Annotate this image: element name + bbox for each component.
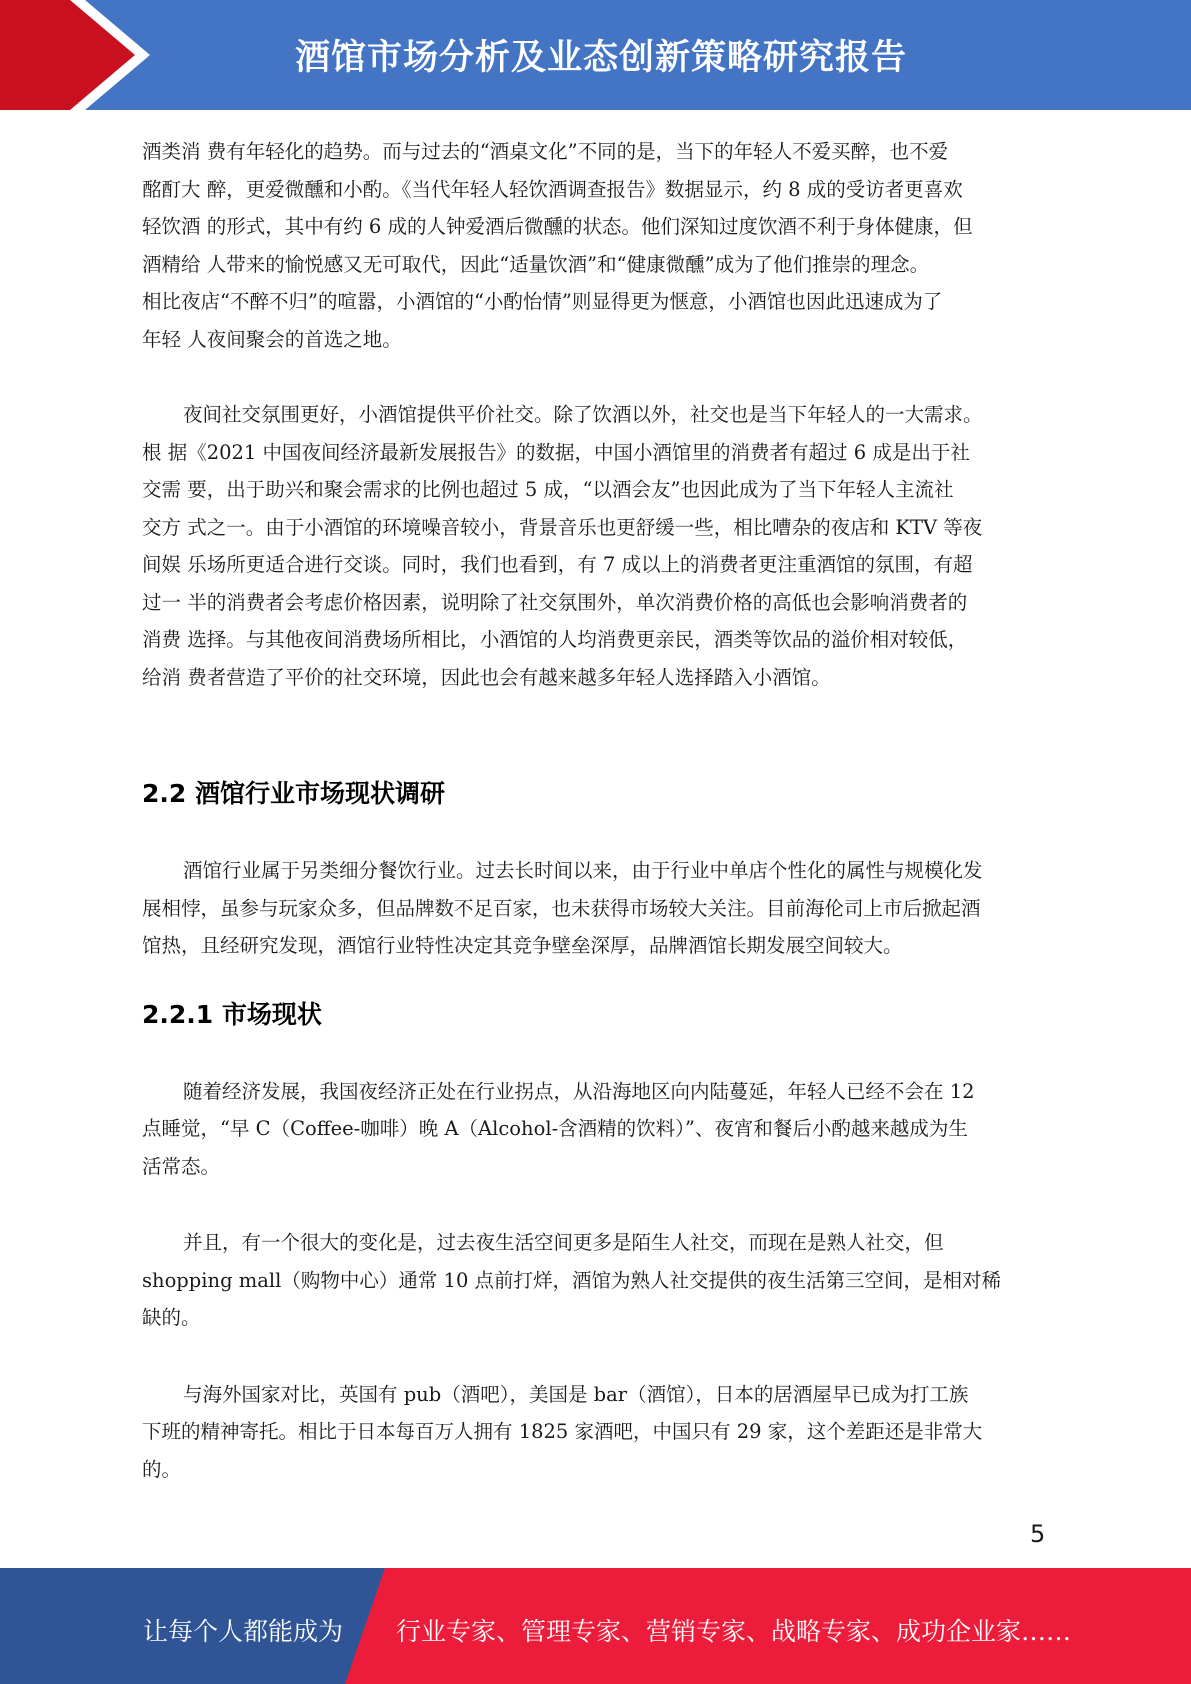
- text-line: 酒馆行业属于另类细分餐饮行业。过去长时间以来，由于行业中单店个性化的属性与规模化发: [183, 859, 983, 882]
- report-title: 酒馆市场分析及业态创新策略研究报告: [295, 38, 908, 78]
- text-line: 活常态。: [142, 1154, 221, 1178]
- section-heading-2-2: 2.2 酒馆行业市场现状调研: [142, 779, 445, 808]
- text-line: 交需 要，出于助兴和聚会需求的比例也超过 5 成，“以酒会友”也因此成为了当下年轻人主流社: [142, 478, 954, 501]
- paragraph-5: [142, 1224, 1047, 1337]
- text-line: 下班的精神寄托。相比于日本每百万人拥有 1825 家酒吧，中国只有 29 家，这个差距还是非常大: [142, 1420, 983, 1443]
- text-line: 与海外国家对比，英国有 pub（酒吧），美国是 bar（酒馆），日本的居酒屋早已成为打工族: [183, 1382, 969, 1406]
- paragraph-3: [142, 852, 1047, 965]
- paragraph-4: [142, 1073, 1047, 1186]
- text-line: 缺的。: [142, 1306, 201, 1329]
- page-content: [142, 133, 1047, 1488]
- text-line: 间娱 乐场所更适合进行交谈。同时，我们也看到，有 7 成以上的消费者更注重酒馆的氛围，有超: [142, 553, 973, 576]
- text-line: 点睡觉，“早 C（Coffee-咖啡）晚 A（Alcohol-含酒精的饮料）”、夜宵和餐后小酌越来越成为生: [142, 1117, 968, 1140]
- text-line: 根 据《2021 中国夜间经济最新发展报告》的数据，中国小酒馆里的消费者有超过 6 成是出于社: [142, 440, 970, 464]
- text-line: 随着经济发展，我国夜经济正处在行业拐点，从沿海地区向内陆蔓延，年轻人已经不会在 12: [183, 1079, 975, 1103]
- text-line: 酒类消 费有年轻化的趋势。而与过去的“酒桌文化”不同的是，当下的年轻人不爱买醉，也不爱: [142, 140, 949, 163]
- text-line: 酒精给 人带来的愉悦感又无可取代，因此“适量饮酒”和“健康微醺”成为了他们推崇的理念。: [142, 252, 930, 276]
- text-line: shopping mall（购物中心）通常 10 点前打烊，酒馆为熟人社交提供的夜生活第三空间，是相对稀: [142, 1268, 1002, 1292]
- paragraph-6: [142, 1376, 1047, 1489]
- text-line: 并且，有一个很大的变化是，过去夜生活空间更多是陌生人社交，而现在是熟人社交，但: [183, 1231, 944, 1254]
- text-line: 轻饮酒 的形式，其中有约 6 成的人钟爱酒后微醺的状态。他们深知过度饮酒不利于身体健康，但: [142, 215, 973, 238]
- text-line: 酩酊大 醉，更爱微醺和小酌。《当代年轻人轻饮酒调查报告》数据显示，约 8 成的受访者更喜欢: [142, 177, 963, 201]
- text-line: 交方 式之一。由于小酒馆的环境噪音较小，背景音乐也更舒缓一些，相比嘈杂的夜店和 KTV 等夜: [142, 515, 983, 539]
- section-heading-2-2-1: 2.2.1 市场现状: [142, 999, 322, 1029]
- paragraph-1: [142, 133, 1047, 358]
- header-arrow-graphic: [0, 0, 160, 110]
- text-line: 的。: [142, 1457, 182, 1481]
- footer-slogan-right: 行业专家、管理专家、营销专家、战略专家、成功企业家……: [396, 1617, 1072, 1646]
- text-line: 给消 费者营造了平价的社交环境，因此也会有越来越多年轻人选择踏入小酒馆。: [142, 665, 831, 689]
- text-line: 夜间社交氛围更好，小酒馆提供平价社交。除了饮酒以外，社交也是当下年轻人的一大需求。: [183, 403, 983, 426]
- text-line: 馆热，且经研究发现，酒馆行业特性决定其竞争壁垒深厚，品牌酒馆长期发展空间较大。: [142, 934, 903, 957]
- text-line: 过一 半的消费者会考虑价格因素，说明除了社交氛围外，单次消费价格的高低也会影响消费者的: [142, 590, 968, 614]
- footer-slogan-left: 让每个人都能成为: [143, 1617, 344, 1646]
- text-line: 展相悖，虽参与玩家众多，但品牌数不足百家，也未获得市场较大关注。目前海伦司上市后掀起酒: [142, 896, 981, 920]
- footer-band: [0, 1568, 1191, 1684]
- paragraph-2: [142, 396, 1047, 696]
- text-line: 消费 选择。与其他夜间消费场所相比，小酒馆的人均消费更亲民，酒类等饮品的溢价相对较低，: [142, 628, 968, 651]
- page-number: 5: [1030, 1520, 1046, 1548]
- header-band: [0, 0, 1191, 110]
- text-line: 年轻 人夜间聚会的首选之地。: [142, 327, 402, 351]
- text-line: 相比夜店“不醉不归”的喧嚣，小酒馆的“小酌怡情”则显得更为惬意，小酒馆也因此迅速成为了: [142, 290, 943, 313]
